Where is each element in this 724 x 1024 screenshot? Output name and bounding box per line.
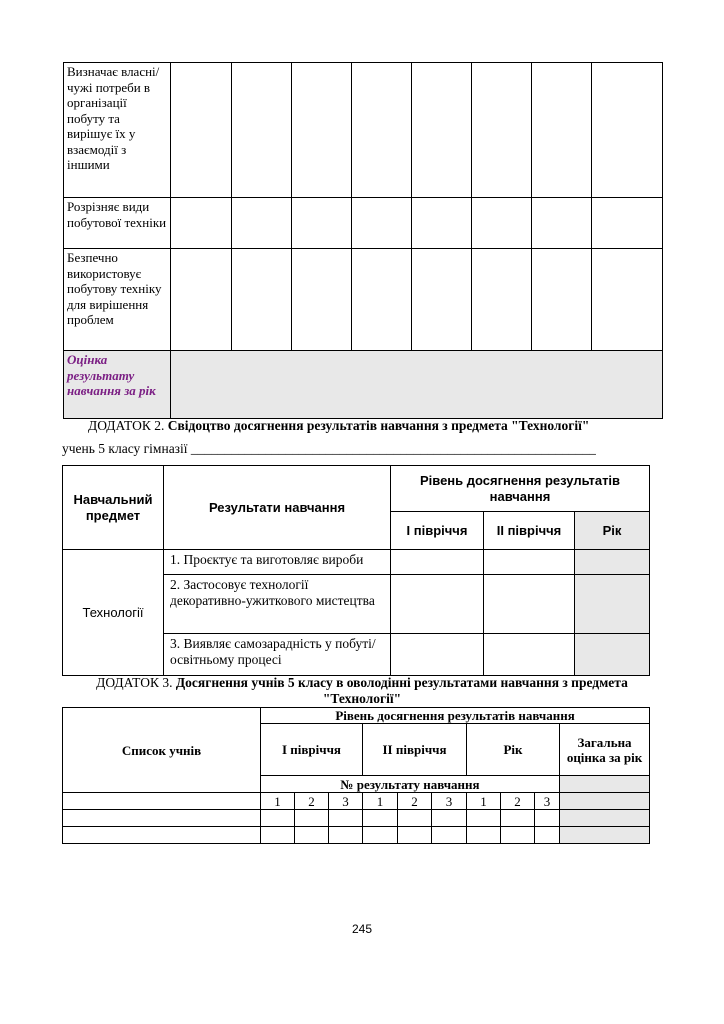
- col-half2: ІІ півріччя: [484, 512, 575, 550]
- table-row: [63, 550, 650, 575]
- result-num: 3: [432, 793, 467, 810]
- result-num: 3: [535, 793, 560, 810]
- period-half1: І півріччя: [261, 724, 363, 776]
- result-num: 2: [501, 793, 535, 810]
- page-number: 245: [351, 922, 373, 936]
- col-subject-header: Навчальний предмет: [63, 466, 164, 550]
- table-row: [64, 249, 663, 351]
- table-row: [63, 810, 650, 827]
- appendix-2-prefix: ДОДАТОК 2.: [88, 418, 165, 433]
- appendix-3-title: Досягнення учнів 5 класу в оволодінні результатами навчання з предмета "Технології": [175, 675, 628, 706]
- appendix-2-heading: [88, 418, 589, 434]
- result-num: 2: [295, 793, 329, 810]
- col-half1: І півріччя: [391, 512, 484, 550]
- criterion-label: Безпечно використовує побутову техніку для вирішення проблем: [64, 249, 171, 351]
- assessment-label: Оцінка результату навчання за рік: [64, 351, 171, 419]
- table-row: [64, 63, 663, 198]
- result-cell: 3. Виявляє самозарадність у побуті/освітньому процесі: [164, 634, 391, 676]
- students-table: [62, 707, 650, 844]
- result-cell: 2. Застосовує технології декоративно-ужиткового мистецтва: [164, 575, 391, 634]
- table-row: [64, 351, 663, 419]
- appendix-3-prefix: ДОДАТОК 3.: [96, 675, 173, 690]
- result-num: 3: [329, 793, 363, 810]
- col-level-header: Рівень досягнення результатів навчання: [391, 466, 650, 512]
- subject-cell: Технології: [63, 550, 164, 676]
- student-line: учень 5 класу гімназії ____________________________________________________________: [62, 441, 596, 456]
- col-total-header: Загальна оцінка за рік: [560, 724, 650, 776]
- col-year: Рік: [575, 512, 650, 550]
- result-num: 1: [363, 793, 398, 810]
- appendix-3-heading: [62, 675, 662, 707]
- col-level-header: Рівень досягнення результатів навчання: [261, 708, 650, 724]
- certificate-table: [62, 465, 650, 676]
- criteria-table: [63, 62, 663, 419]
- appendix-2-title: Свідоцтво досягнення результатів навчання з предмета "Технології": [167, 418, 590, 433]
- result-num: 1: [261, 793, 295, 810]
- result-num: 2: [398, 793, 432, 810]
- col-students-header: Список учнів: [63, 708, 261, 793]
- criterion-label: Визначає власні/чужі потреби в організації побуту та вирішує їх у взаємодії з іншими: [64, 63, 171, 198]
- result-cell: 1. Проєктує та виготовляє вироби: [164, 550, 391, 575]
- col-results-header: Результати навчання: [164, 466, 391, 550]
- result-number-header: № результату навчання: [261, 776, 560, 793]
- result-num: 1: [467, 793, 501, 810]
- period-year: Рік: [467, 724, 560, 776]
- number-row: [63, 793, 650, 810]
- table-row: [63, 827, 650, 844]
- table-row: [64, 198, 663, 249]
- criterion-label: Розрізняє види побутової техніки: [64, 198, 171, 249]
- period-half2: ІІ півріччя: [363, 724, 467, 776]
